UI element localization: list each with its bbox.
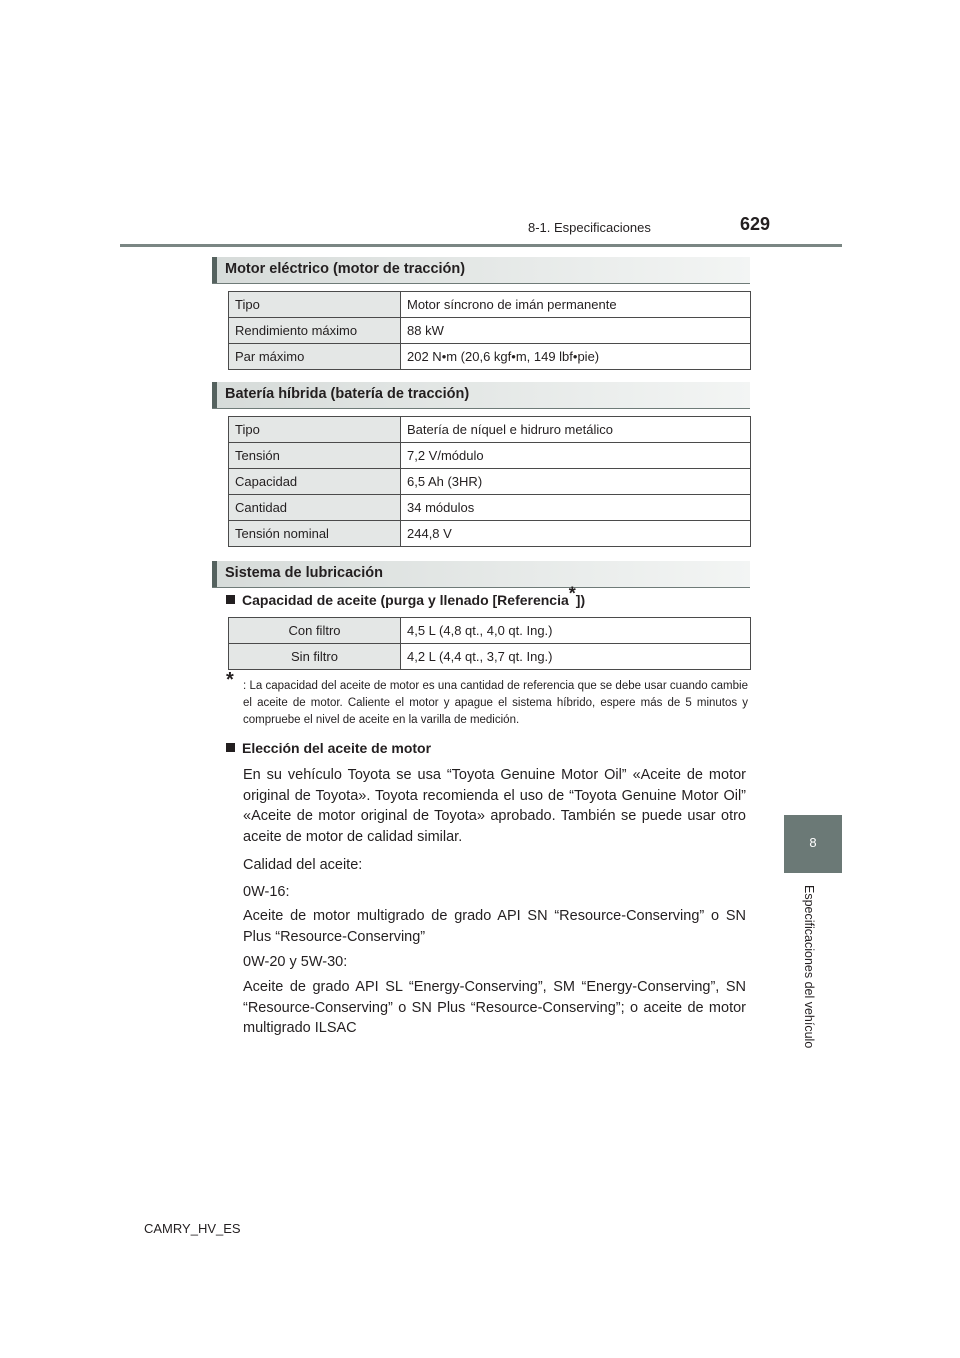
- heading-accent: [212, 561, 217, 587]
- section-title-battery: Batería híbrida (batería de tracción): [225, 386, 470, 402]
- oil-selection-heading: [226, 740, 431, 756]
- table-row: [229, 644, 751, 670]
- section-heading-lubrication: [212, 561, 750, 588]
- section-title-lubrication: Sistema de lubricación: [225, 565, 383, 581]
- spec-value: 7,2 V/módulo: [401, 443, 751, 469]
- heading-accent: [212, 382, 217, 408]
- page-number: 629: [740, 214, 771, 234]
- spec-value: Motor síncrono de imán permanente: [401, 292, 751, 318]
- spec-key: Tipo: [229, 292, 401, 318]
- spec-value: 88 kW: [401, 318, 751, 344]
- paragraph-grade-0w20: 0W-20 y 5W-30:: [243, 954, 348, 970]
- paragraph-grade-0w20-desc: Aceite de grado API SL “Energy-Conserving”, SM “Energy-Conserving”, SN “Resource-Conserving” o SN Plus “Resource-Conserving”; o aceite de motor multigrado ILSAC: [243, 979, 746, 1036]
- spec-key: Tipo: [229, 417, 401, 443]
- oil-capacity-heading-text: Capacidad de aceite (purga y llenado [Referencia: [242, 592, 569, 608]
- section-title-motor: Motor eléctrico (motor de tracción): [225, 261, 466, 277]
- chapter-tab-label: Especificaciones del vehículo: [802, 885, 816, 1049]
- footnote-reference: *: [568, 583, 576, 604]
- table-row: [229, 344, 751, 370]
- header-divider: [120, 244, 842, 247]
- spec-value: Batería de níquel e hidruro metálico: [401, 417, 751, 443]
- table-row: [229, 417, 751, 443]
- motor-spec-table: [228, 291, 751, 370]
- footnote-text: : La capacidad del aceite de motor es una cantidad de referencia que se debe usar cuando cambie el aceite de motor. Caliente el motor y apague el sistema híbrido, espere más de 5 minutos y compruebe el nivel de aceite en la varilla de medición.: [243, 680, 748, 726]
- spec-key: Con filtro: [229, 618, 401, 644]
- paragraph-oil-quality: Calidad del aceite:: [243, 857, 363, 873]
- spec-value: 4,2 L (4,4 qt., 3,7 qt. Ing.): [401, 644, 751, 670]
- table-row: [229, 292, 751, 318]
- document-code: CAMRY_HV_ES: [144, 1221, 241, 1236]
- heading-accent: [212, 257, 217, 283]
- section-heading-battery: [212, 382, 750, 409]
- table-row: [229, 318, 751, 344]
- chapter-tab-number: 8: [809, 835, 817, 850]
- table-row: [229, 618, 751, 644]
- table-row: [229, 521, 751, 547]
- header-section-title: 8-1. Especificaciones: [528, 220, 651, 235]
- spec-key: Capacidad: [229, 469, 401, 495]
- table-row: [229, 495, 751, 521]
- section-heading-motor: [212, 257, 750, 284]
- oil-selection-heading-text: Elección del aceite de motor: [242, 740, 432, 756]
- oil-capacity-heading-end: ]): [575, 592, 586, 608]
- oil-capacity-table: [228, 617, 751, 670]
- spec-key: Tensión nominal: [229, 521, 401, 547]
- spec-key: Cantidad: [229, 495, 401, 521]
- spec-key: Tensión: [229, 443, 401, 469]
- spec-value: 34 módulos: [401, 495, 751, 521]
- paragraph-grade-0w16: 0W-16:: [243, 884, 290, 900]
- spec-key: Par máximo: [229, 344, 401, 370]
- chapter-tab: [784, 815, 842, 873]
- footnote-mark: *: [226, 669, 234, 691]
- paragraph-oil-intro: En su vehículo Toyota se usa “Toyota Genuine Motor Oil” «Aceite de motor original de Toyota». Toyota recomienda el uso de “Toyota Genuine Motor Oil” «Aceite de motor original de Toyota» aprobado. También se puede usar otro aceite de motor de calidad similar.: [243, 767, 746, 845]
- bullet-square-icon: [226, 595, 235, 604]
- bullet-square-icon: [226, 743, 235, 752]
- spec-key: Sin filtro: [229, 644, 401, 670]
- table-row: [229, 443, 751, 469]
- battery-spec-table: [228, 416, 751, 547]
- spec-value: 4,5 L (4,8 qt., 4,0 qt. Ing.): [401, 618, 751, 644]
- oil-capacity-heading: [226, 583, 586, 608]
- spec-value: 244,8 V: [401, 521, 751, 547]
- paragraph-grade-0w16-desc: Aceite de motor multigrado de grado API SN “Resource-Conserving” o SN Plus “Resource-Conserving”: [243, 908, 746, 945]
- footnote: [226, 669, 748, 729]
- spec-value: 6,5 Ah (3HR): [401, 469, 751, 495]
- table-row: [229, 469, 751, 495]
- spec-key: Rendimiento máximo: [229, 318, 401, 344]
- spec-value: 202 N•m (20,6 kgf•m, 149 lbf•pie): [401, 344, 751, 370]
